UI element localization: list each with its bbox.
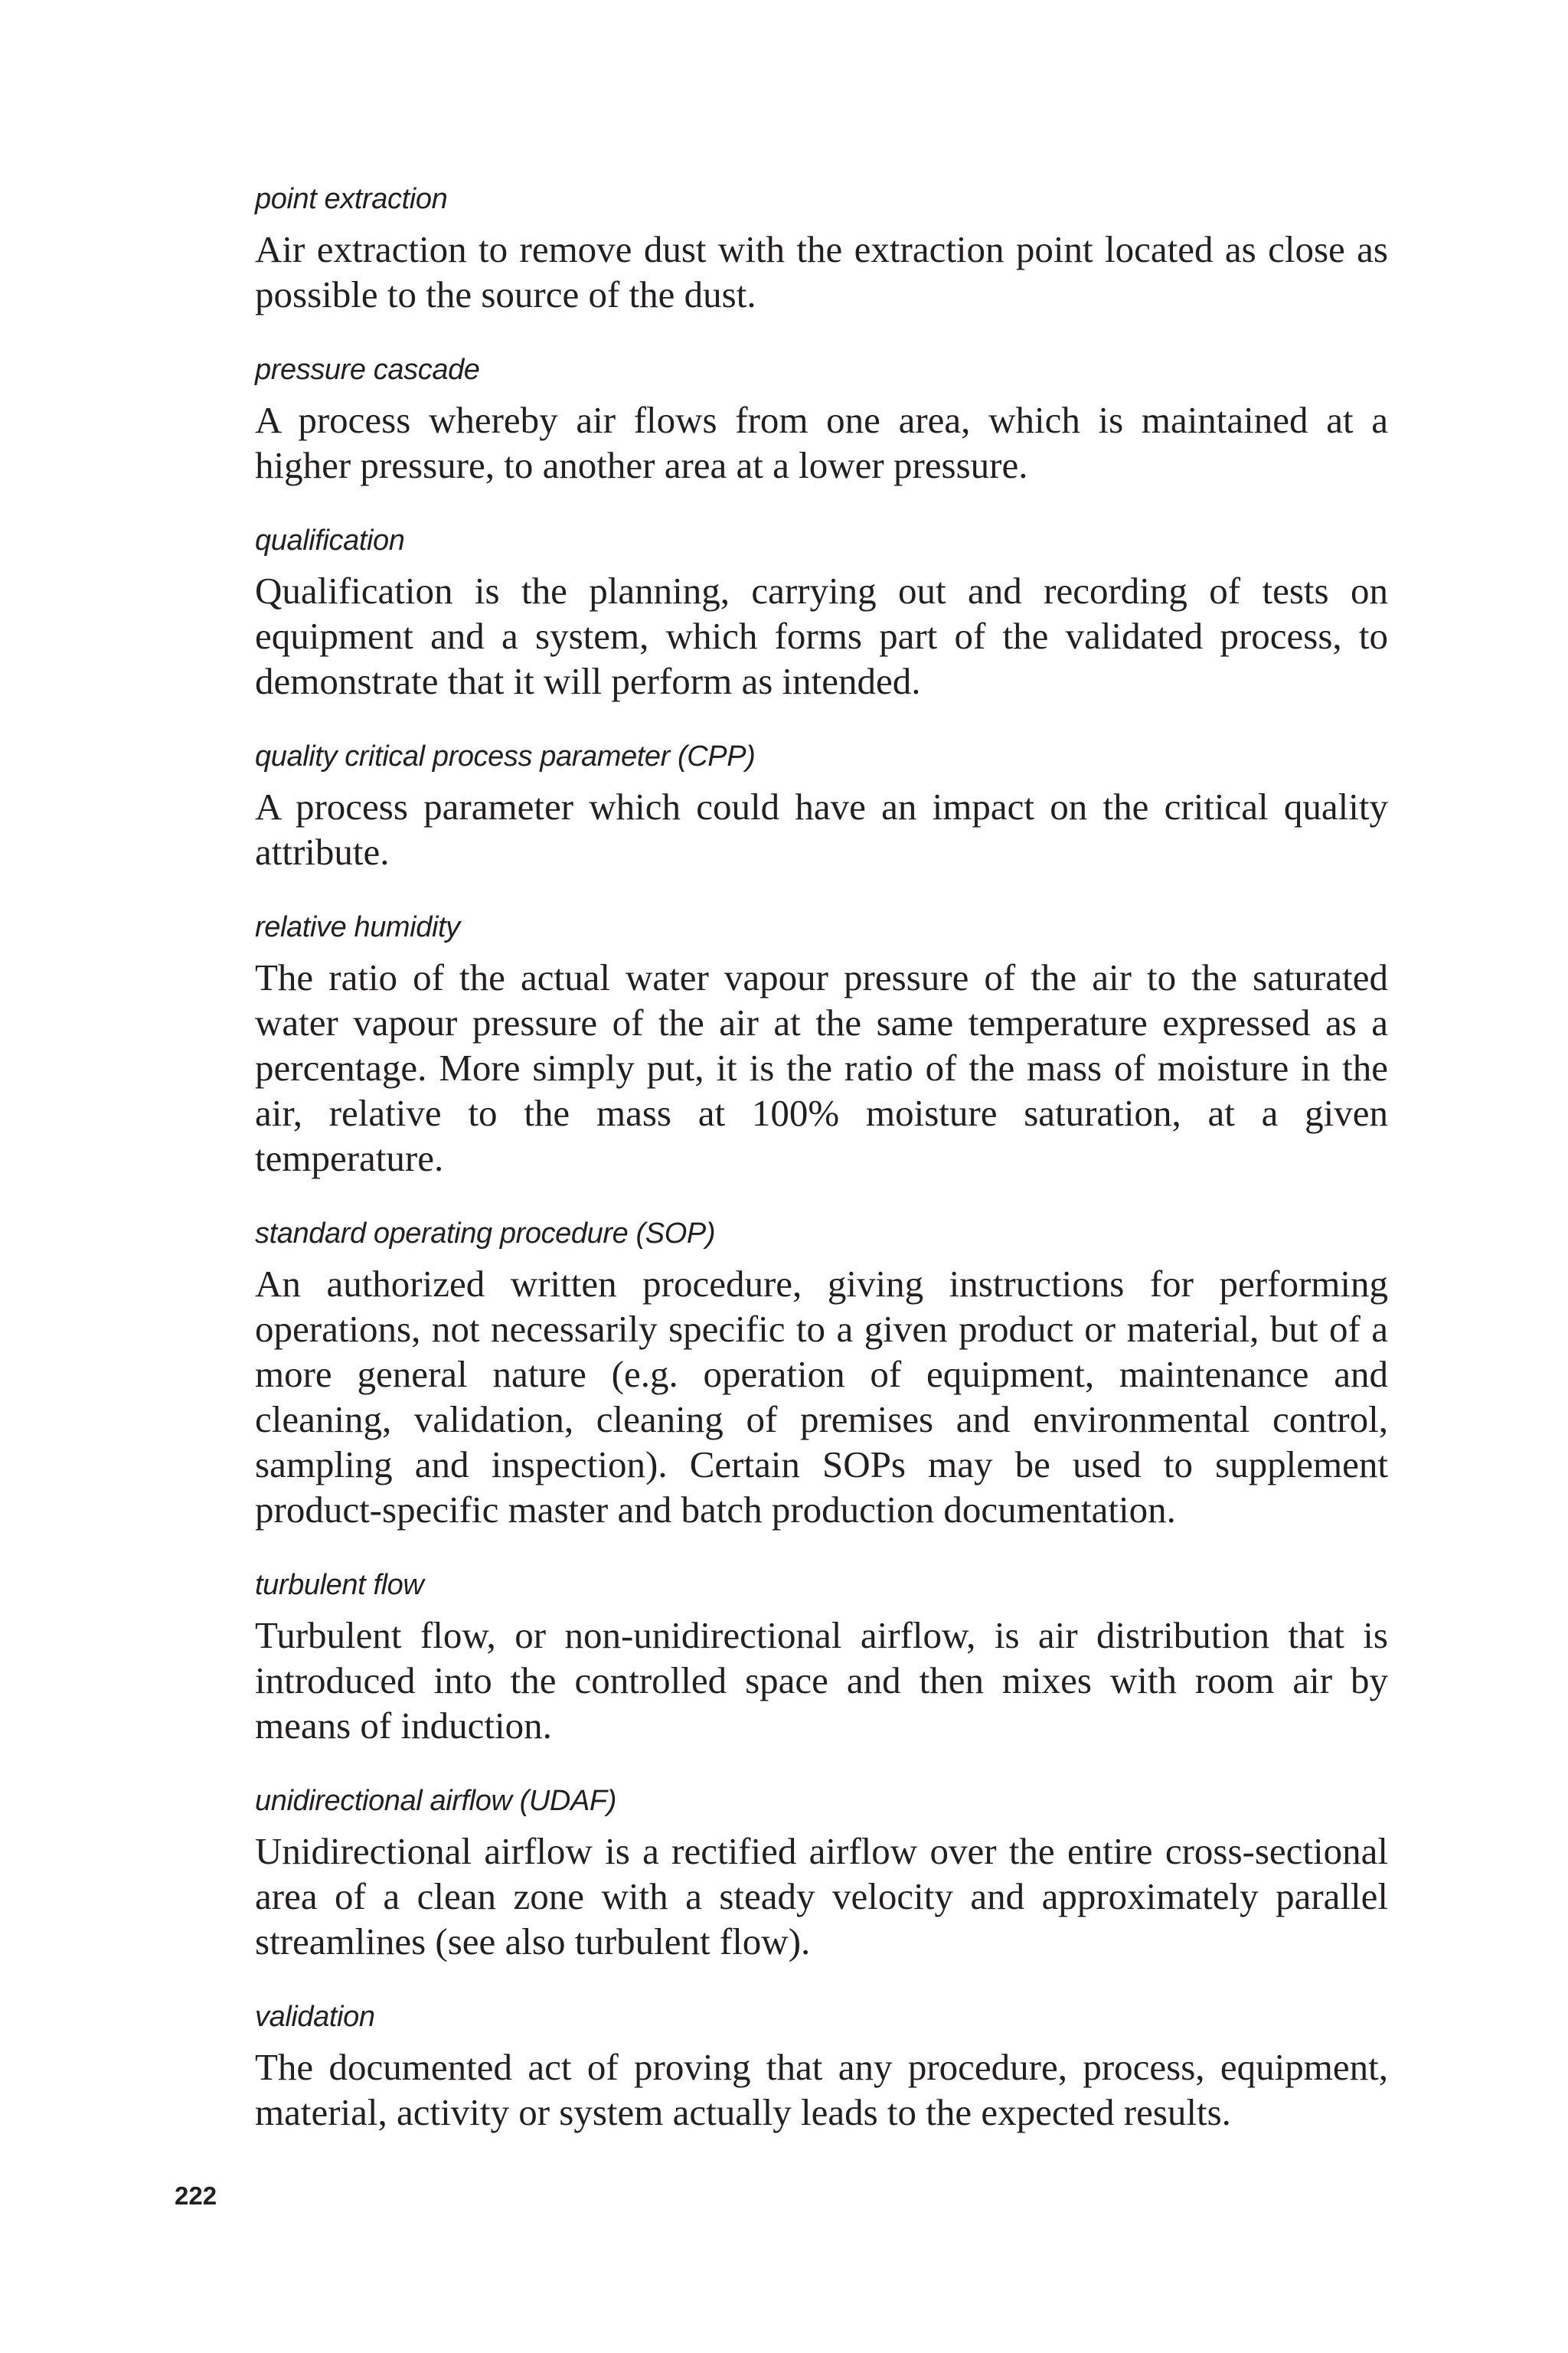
glossary-definition: A process parameter which could have an impact on the critical quality attribute. [255,786,1388,873]
glossary-entry-turbulent-flow [255,1564,1388,1748]
glossary-term: point extraction [255,183,448,215]
glossary-entry-unidirectional-airflow [255,1779,1388,1964]
page-number: 222 [175,2181,217,2210]
glossary-entry-standard-operating-procedure [255,1212,1388,1532]
glossary-entry-pressure-cascade [255,348,1388,488]
glossary-entry-qualification [255,519,1388,704]
glossary-term: quality critical process parameter (CPP) [255,740,756,773]
glossary-definition: Qualification is the planning, carrying out and recording of tests on equipment and a system, which forms part of the validated process, to demonstrate that it will perform as intended. [255,570,1388,702]
glossary-term: qualification [255,525,405,557]
glossary-definition: The documented act of proving that any procedure, process, equipment, material, activity or system actually leads to the expected results. [255,2046,1388,2133]
glossary-entry-point-extraction [255,178,1388,317]
glossary-page [255,178,1388,2166]
glossary-definition: Turbulent flow, or non-unidirectional airflow, is air distribution that is introduced into the controlled space and then mixes with room air by means of induction. [255,1614,1388,1747]
glossary-term: relative humidity [255,911,460,943]
glossary-entry-quality-critical-process-parameter [255,735,1388,874]
glossary-term: pressure cascade [255,354,480,386]
glossary-definition: A process whereby air flows from one area, which is maintained at a higher pressure, to another area at a lower pressure. [255,399,1388,486]
glossary-term: validation [255,2001,375,2033]
glossary-term: unidirectional airflow (UDAF) [255,1785,616,1817]
glossary-entry-validation [255,1995,1388,2135]
glossary-entry-relative-humidity [255,906,1388,1181]
glossary-definition: Air extraction to remove dust with the extraction point located as close as possible to the source of the dust. [255,228,1388,315]
glossary-term: turbulent flow [255,1569,424,1601]
glossary-definition: An authorized written procedure, giving instructions for performing operations, not necessarily specific to a given product or material, but of a more general nature (e.g. operation of equipment, maintenance and cleaning, validation, cleaning of premises and environmental control, sampling and inspection). Certain SOPs may be used to supplement product-specific master and batch production documentation. [255,1263,1388,1531]
glossary-definition: The ratio of the actual water vapour pressure of the air to the saturated water vapour pressure of the air at the same temperature expressed as a percentage. More simply put, it is the ratio of the mass of moisture in the air, relative to the mass at 100% moisture saturation, at a given temperature. [255,956,1388,1179]
glossary-term: standard operating procedure (SOP) [255,1217,716,1250]
glossary-definition: Unidirectional airflow is a rectified airflow over the entire cross-sectional area of a clean zone with a steady velocity and approximately parallel streamlines (see also turbulent flow). [255,1830,1388,1962]
